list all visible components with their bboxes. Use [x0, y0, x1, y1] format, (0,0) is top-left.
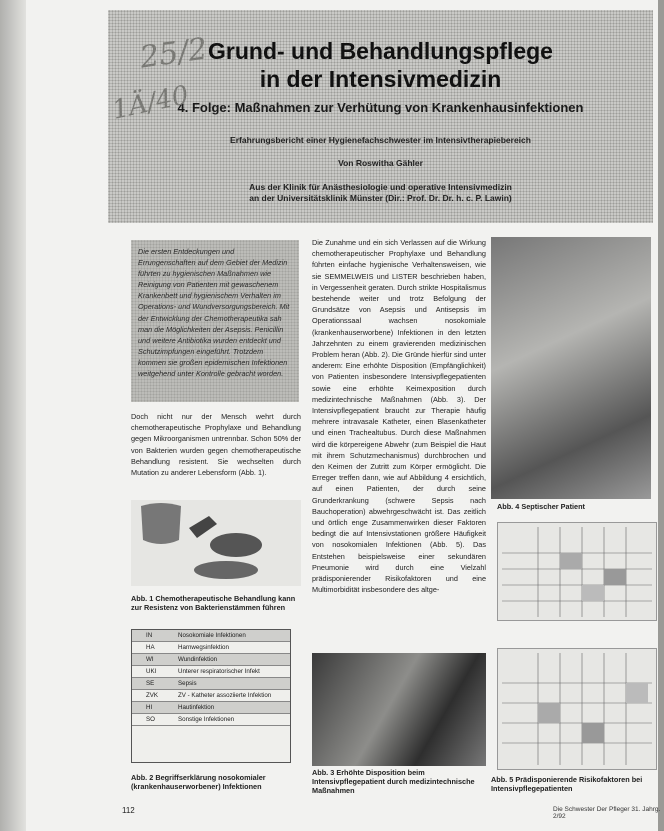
table-row: [132, 654, 290, 666]
hammer-shape: [189, 516, 217, 538]
table-row: [132, 678, 290, 690]
figure-5-caption: Abb. 5 Prädisponierende Risikofaktoren bei Intensivpflegepatienten: [491, 775, 643, 793]
table-row: [132, 666, 290, 678]
article-author: Von Roswitha Gähler: [338, 158, 423, 168]
bacterium-shape: [194, 561, 258, 579]
affiliation-line1: Aus der Klinik für Anästhesiologie und operative Intensivmedizin: [249, 182, 512, 192]
bacterium-shape: [210, 533, 262, 557]
bacteria-illustration: [131, 500, 301, 586]
table-desc: Hautinfektion: [178, 704, 215, 711]
table-row: [132, 690, 290, 702]
table-abbr: SE: [146, 680, 155, 687]
series-title: 4. Folge: Maßnahmen zur Verhütung von Krankenhausinfektionen: [177, 100, 584, 115]
table-desc: Unterer respiratorischer Infekt: [178, 668, 260, 675]
article-title-line1: Grund- und Behandlungspflege: [208, 38, 553, 64]
figure-5-chart-top: [497, 522, 657, 621]
body-column-1: Doch nicht nur der Mensch wehrt durch chemotherapeutische Prophylaxe und Behandlung gegen Mikroorganismen untrennbar. Schon 50% der von Bakterien wurden gegen chemotherapeutische Behandlung resistent. Sie wechselten durch Mutation zu anderer Lebensform (Abb. 1).: [131, 412, 301, 478]
figure-3-photo: [312, 653, 486, 766]
table-abbr: ZVK: [146, 692, 159, 699]
handwritten-note-1: 25/2: [137, 31, 210, 76]
abstract-box: [131, 240, 299, 402]
abstract-text: Die ersten Entdeckungen und Errungenschaften auf dem Gebiet der Medizin führten zu hygienischen Maßnahmen wie Reinigung von Patienten mit gewaschenem Krankenbett und hygienischem Verhalten im Operations- und Wundversorgungsbereich. Mit der Entwicklung der Chemotherapeutika sah man die Möglichkeiten der Asepsis. Penicillin und weitere Antibiotika wurden entdeckt und Schutzimpfungen eingeführt. Trotzdem kommen sie großen epidemischen Infektionen weitgehend unter Kontrolle gebracht worden.: [138, 247, 290, 379]
table-row: [132, 714, 290, 726]
body-column-2: Die Zunahme und ein sich Verlassen auf die Wirkung chemotherapeutischer Prophylaxe und Behandlung führten einfache hygienische Verhaltensweisen, wie sie SEMMELWEIS und LISTER beschrieben haben, in Vergessenheit geraten. Durch strikte Hospitalismus bestehende weiter und trotz Befolgung der Grundsätze von Asepsis und Antisepsis im Operationssaal wachsen nosokomiale (krankenhauserworbene) Infektionen in den letzten Jahrzehnten zu einem gravierenden medizinischen Problem heran (Abb. 2). Die Gründe hierfür sind unter anderem: Eine erhöhte Disposition (Empfänglichkeit) von Patienten insbesondere Intensivpflegepatienten sowie eine erhöhte Keimexposition durch medizintechnische Maßnahmen (Abb. 3). Der Intensivpflegepatient braucht zur Therapie häufig mehrere intravasale Katheter, einen Blasenkatheter und einen Trachealtubus. Durch diese Maßnahmen wird die körpereigene Abwehr (zum Beispiel die Haut mit ihrem Schutzmechanismus) durchbrochen und den Keimen der Zutritt zum Körper ermöglicht. Die Erreger treffen dann, wie auf Abbildung 4 ersichtlich, auf einen Patienten, der durch seine Grunderkrankung (schwere Sepsis nach Bauchoperation) abwehrgeschwächt ist. Das zeitlich und örtlich enge Zusammenwirken dieser Faktoren bedingt die auf Intensivstationen größere Häufigkeit von nosokomialen Infektionen (Abb. 5). Das Entstehen beispielsweise einer sekundären Pneumonie wird durch eine Vielzahl prädisponierender Risikofaktoren und eine Multimorbidität insbesondere des altge-: [312, 238, 486, 595]
figure-5-chart-bottom: [497, 648, 657, 770]
table-abbr: SO: [146, 716, 155, 723]
book-spine-shadow: [0, 0, 26, 831]
table-desc: Harnwegsinfektion: [178, 644, 229, 651]
table-desc: Sonstige Infektionen: [178, 716, 235, 723]
page-number: 112: [122, 806, 135, 815]
risk-factor-grid: [498, 649, 656, 769]
table-row: [132, 702, 290, 714]
table-abbr: WI: [146, 656, 154, 663]
table-desc: Nosokomiale Infektionen: [178, 632, 246, 639]
table-row: [132, 642, 290, 654]
bacterium-shape: [141, 503, 181, 544]
table-abbr: HI: [146, 704, 153, 711]
page-edge: [658, 0, 664, 831]
table-row: [132, 630, 290, 642]
figure-1-caption: Abb. 1 Chemotherapeutische Behandlung kann zur Resistenz von Bakterienstämmen führen: [131, 594, 296, 612]
table-abbr: HA: [146, 644, 155, 651]
figure-3-caption: Abb. 3 Erhöhte Disposition beim Intensivpflegepatient durch medizintechnische Maßnahmen: [312, 768, 475, 795]
table-desc: Sepsis: [178, 680, 197, 687]
figure-4-caption: Abb. 4 Septischer Patient: [497, 502, 585, 511]
article-subtitle: Erfahrungsbericht einer Hygienefachschwester im Intensivtherapiebereich: [230, 135, 531, 145]
figure-2-caption: Abb. 2 Begriffserklärung nosokomialer (krankenhauserworbener) Infektionen: [131, 773, 266, 791]
table-desc: Wundinfektion: [178, 656, 218, 663]
affiliation-line2: an der Universitätsklinik Münster (Dir.: Prof. Dr. Dr. h. c. P. Lawin): [249, 193, 512, 203]
handwritten-note-2: 1Ä/40: [109, 80, 192, 126]
table-desc: ZV - Katheter assoziierte Infektion: [178, 692, 272, 699]
table-abbr: UKI: [146, 668, 157, 675]
table-abbr: IN: [146, 632, 153, 639]
figure-4-photo: [491, 237, 651, 499]
article-title-line2: in der Intensivmedizin: [259, 66, 502, 92]
figure-1-illustration: [131, 500, 301, 586]
journal-source: Die Schwester Der Pfleger 31. Jahrg. 2/92: [553, 806, 661, 820]
risk-factor-grid: [498, 523, 656, 620]
figure-2-table: [131, 629, 291, 763]
